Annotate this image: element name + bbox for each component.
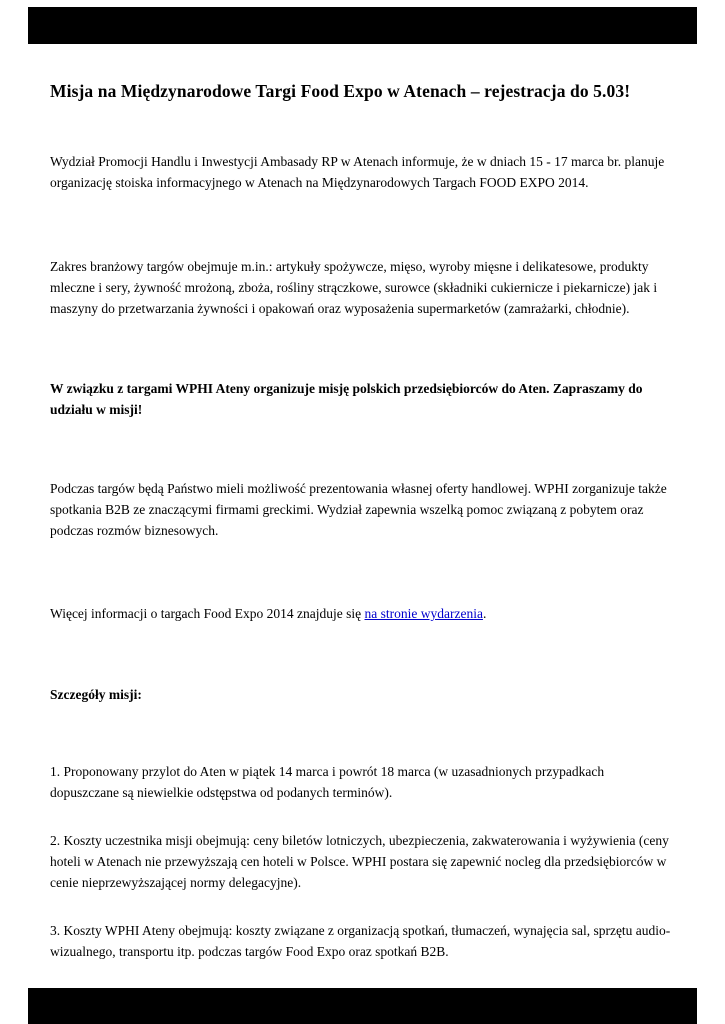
more-info-text-before: Więcej informacji o targach Food Expo 2014 znajduje się [50, 606, 365, 621]
document-title: Misja na Międzynarodowe Targi Food Expo w Atenach – rejestracja do 5.03! [50, 81, 631, 101]
paragraph-intro: Wydział Promocji Handlu i Inwestycji Ambasady RP w Atenach informuje, że w dniach 15 - 17 marca br. planuje organizację stoiska informacyjnego w Atenach na Międzynarodowych Targach FOOD EXPO 2014. [50, 154, 665, 190]
mission-detail-item-3: 3. Koszty WPHI Ateny obejmują: koszty związane z organizacją spotkań, tłumaczeń, wynajęcia sal, sprzętu audio-wizualnego, transportu itp. podczas targów Food Expo oraz spotkań B2B. [50, 923, 671, 959]
event-page-link[interactable]: na stronie wydarzenia [364, 606, 483, 621]
paragraph-scope: Zakres branżowy targów obejmuje m.in.: artykuły spożywcze, mięso, wyroby mięsne i delikatesowe, produkty mleczne i sery, żywność mrożoną, zboża, rośliny strączkowe, surowce (składniki cukiernicze i piekarnicze) jak i maszyny do przetwarzania żywności i opakowań oraz wyposażenia supermarketów (zamrażarki, chłodnie). [50, 259, 658, 316]
paragraph-more-info [50, 603, 675, 624]
mission-detail-item-1: 1. Proponowany przylot do Aten w piątek 14 marca i powrót 18 marca (w uzasadnionych przypadkach dopuszczane są niewielkie odstępstwa od podanych terminów). [50, 764, 605, 800]
paragraph-invitation: W związku z targami WPHI Ateny organizuje misję polskich przedsiębiorców do Aten. Zapraszamy do udziału w misji! [50, 381, 643, 417]
more-info-text-after: . [482, 606, 487, 621]
mission-details-heading: Szczegóły misji: [50, 687, 142, 702]
paragraph-b2b: Podczas targów będą Państwo mieli możliwość prezentowania własnej oferty handlowej. WPHI zorganizuje także spotkania B2B ze znaczącymi firmami greckimi. Wydział zapewnia wszelką pomoc związaną z pobytem oraz podczas rozmów biznesowych. [50, 481, 667, 538]
document-content [50, 0, 675, 962]
mission-detail-item-2: 2. Koszty uczestnika misji obejmują: ceny biletów lotniczych, ubezpieczenia, zakwaterowania i wyżywienia (ceny hoteli w Atenach nie przewyższają cen hoteli w Polsce. WPHI postara się zapewnić nocleg dla przedsiębiorców w cenie nieprzewyższającej normy delegacyjne). [50, 833, 669, 890]
bottom-black-bar [28, 988, 697, 1024]
